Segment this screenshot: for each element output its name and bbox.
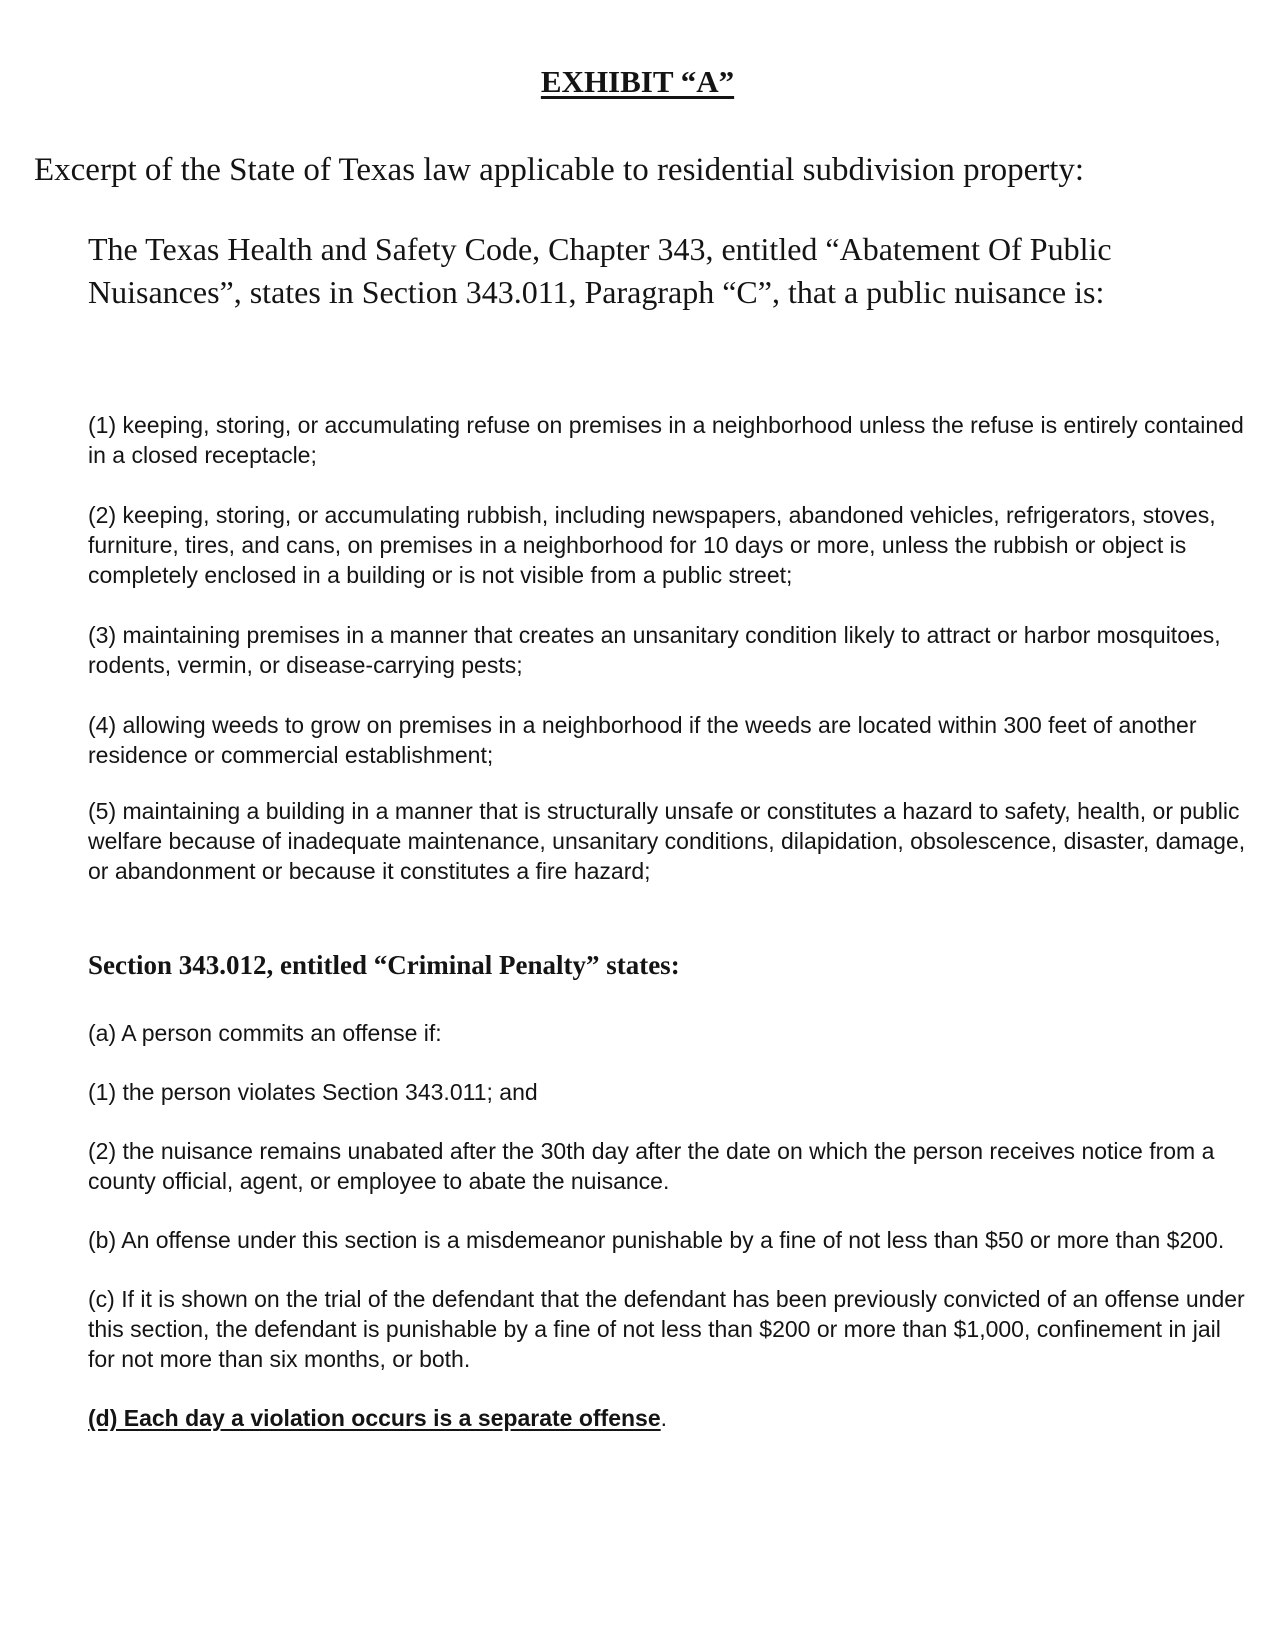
penalty-item-2: (2) the nuisance remains unabated after the 30th day after the date on which the person receives notice from a county official, agent, or employee to abate the nuisance. [88,1138,1215,1194]
penalty-list [88,1018,1248,1433]
final-statement [88,1403,1248,1433]
penalty-item-1: (1) the person violates Section 343.011; and [88,1079,538,1105]
exhibit-title [0,64,1275,100]
nuisance-item-5: (5) maintaining a building in a manner that is structurally unsafe or constitutes a hazard to safety, health, or public welfare because of inadequate maintenance, unsanitary conditions, dilapidation, obsolescence, disaster, damage, or abandonment or because it constitutes a fire hazard; [88,798,1246,884]
final-statement-text: (d) Each day a violation occurs is a separate offense [88,1405,661,1431]
nuisance-list [88,410,1248,916]
penalty-heading: Section 343.012, entitled “Criminal Penalty” states: [88,950,680,980]
lead-paragraph: The Texas Health and Safety Code, Chapter 343, entitled “Abatement Of Public Nuisances”, states in Section 343.011, Paragraph “C”, that a public nuisance is: [88,231,1112,310]
nuisance-item-4: (4) allowing weeds to grow on premises in a neighborhood if the weeds are located within 300 feet of another residence or commercial establishment; [88,712,1197,768]
final-statement-period: . [660,1405,668,1431]
penalty-item-b: (b) An offense under this section is a misdemeanor punishable by a fine of not less than $50 or more than $200. [88,1227,1225,1253]
nuisance-item-1: (1) keeping, storing, or accumulating refuse on premises in a neighborhood unless the refuse is entirely contained in a closed receptacle; [88,412,1244,468]
penalty-item-c: (c) If it is shown on the trial of the defendant that the defendant has been previously convicted of an offense under this section, the defendant is punishable by a fine of not less than $200 or more than $1,000, confinement in jail for not more than six months, or both. [88,1286,1245,1372]
penalty-item-a: (a) A person commits an offense if: [88,1020,442,1046]
intro-line: Excerpt of the State of Texas law applicable to residential subdivision property: [34,152,1085,188]
nuisance-item-2: (2) keeping, storing, or accumulating rubbish, including newspapers, abandoned vehicles, refrigerators, stoves, furniture, tires, and cans, on premises in a neighborhood for 10 days or more, unless the rubbish or object is completely enclosed in a building or is not visible from a public street; [88,502,1216,588]
exhibit-title-text: EXHIBIT “A” [540,64,735,99]
nuisance-item-3: (3) maintaining premises in a manner that creates an unsanitary condition likely to attract or harbor mosquitoes, rodents, vermin, or disease-carrying pests; [88,622,1221,678]
